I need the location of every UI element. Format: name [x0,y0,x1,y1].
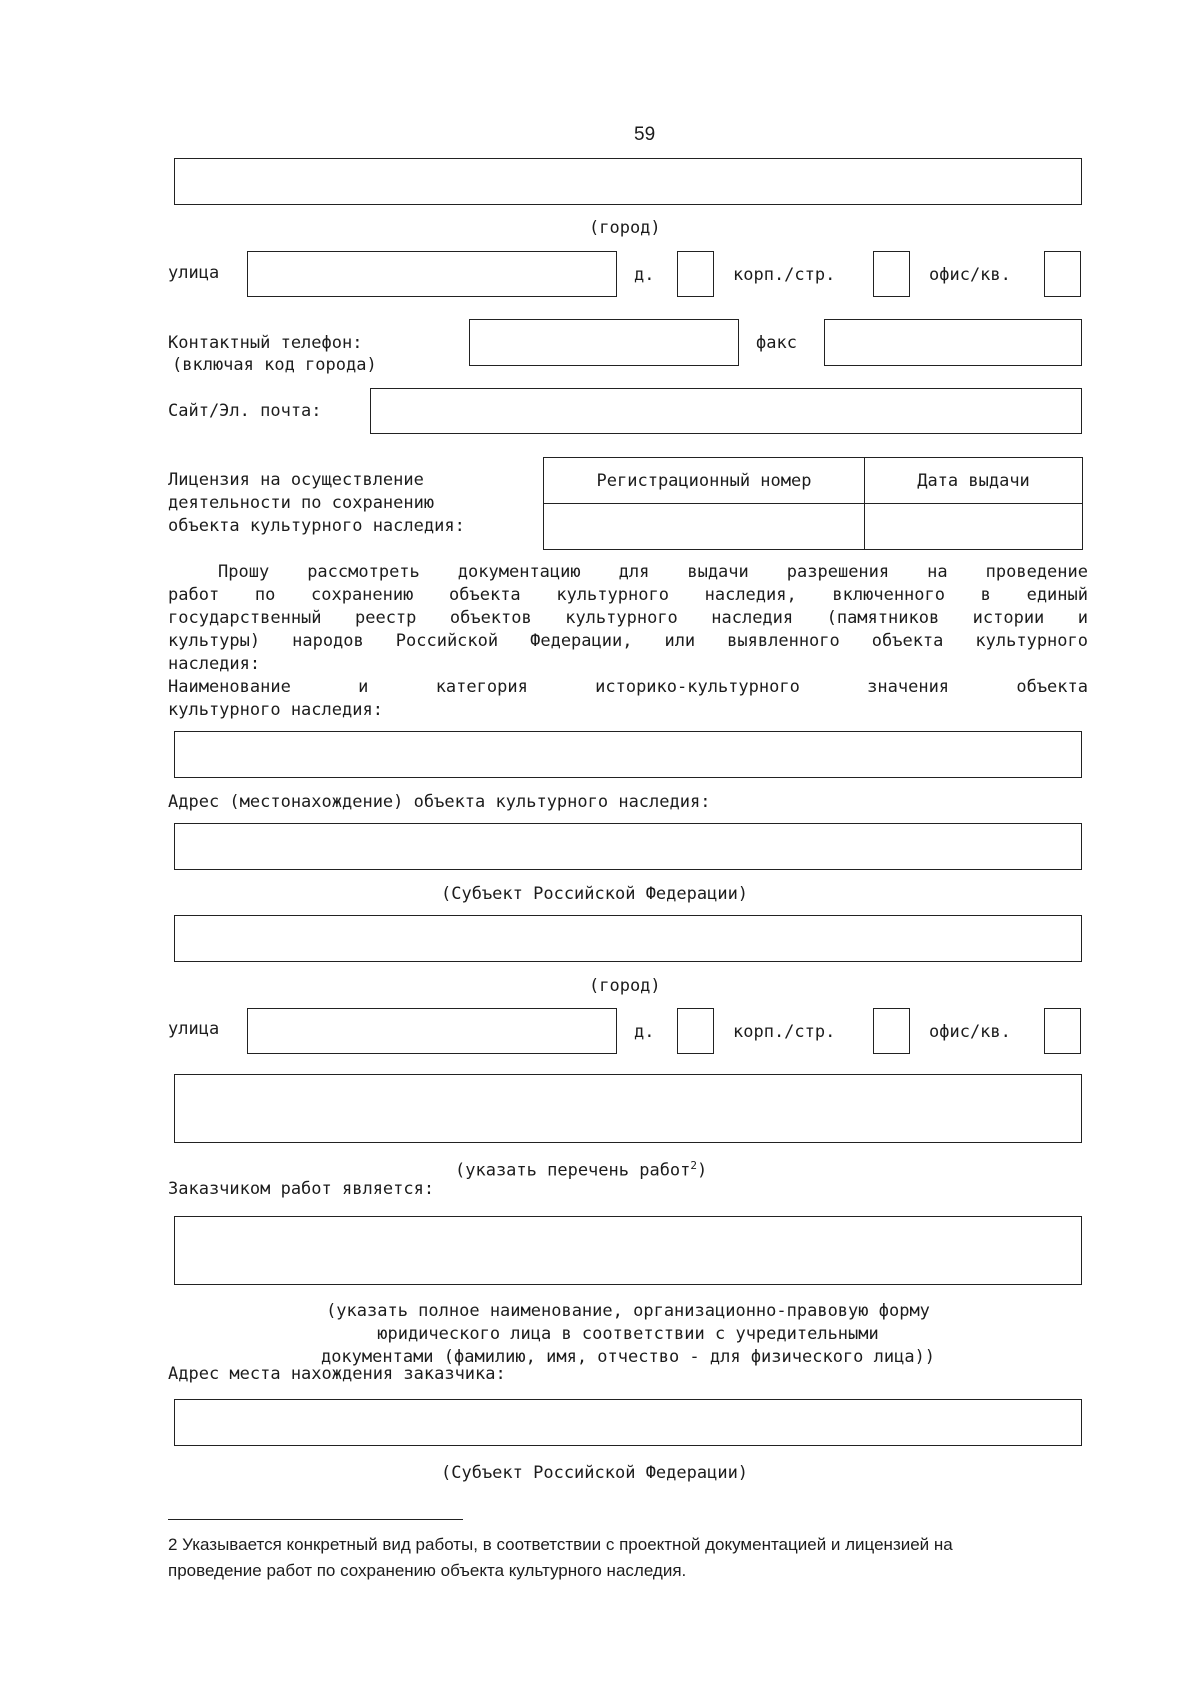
footnote [168,1532,1068,1584]
house-label-2: д. [634,1022,655,1042]
city-caption-2: (город) [589,976,661,996]
object-name-input[interactable] [174,731,1082,778]
object-name-label-line1: Наименование и категория историко-культурного значения объекта [168,677,1088,697]
object-subject-rf-input[interactable] [174,823,1082,870]
license-label-line2: деятельности по сохранению [168,493,435,513]
street-input-1[interactable] [247,251,617,297]
building-label-2: корп./стр. [733,1022,836,1042]
subject-rf-caption-2: (Субъект Российской Федерации) [441,1463,749,1483]
license-label-line3: объекта культурного наследия: [168,516,465,536]
object-address-label: Адрес (местонахождение) объекта культурного наследия: [168,792,711,812]
site-email-input[interactable] [370,388,1082,434]
subject-rf-caption-1: (Субъект Российской Федерации) [441,884,749,904]
house-label-1: д. [634,265,655,285]
customer-input[interactable] [174,1216,1082,1285]
building-input-1[interactable] [873,251,910,297]
office-input-1[interactable] [1044,251,1081,297]
fax-label: факс [756,333,797,353]
footnote-line1: 2 Указывается конкретный вид работы, в соответствии с проектной документацией и лицензией на [168,1535,953,1554]
request-line-1: Прошу рассмотреть документацию для выдачи разрешения на проведение [218,562,1088,582]
request-line-3: государственный реестр объектов культурного наследия (памятников истории и [168,608,1088,628]
footnote-divider [168,1519,463,1520]
fax-input[interactable] [824,319,1082,366]
customer-address-label: Адрес места нахождения заказчика: [168,1364,506,1384]
footnote-ref: 2 [690,1159,698,1172]
city-input-2[interactable] [174,915,1082,962]
house-input-1[interactable] [677,251,714,297]
customer-note-line3: документами (фамилию, имя, отчество - для физического лица)) [320,1347,936,1367]
footnote-line2: проведение работ по сохранению объекта культурного наследия. [168,1561,687,1580]
license-col-issue-date: Дата выдачи [865,458,1083,504]
building-input-2[interactable] [873,1008,910,1054]
customer-subject-rf-input[interactable] [174,1399,1082,1446]
office-input-2[interactable] [1044,1008,1081,1054]
customer-note-line1: (указать полное наименование, организационно-правовую форму [326,1301,930,1321]
license-reg-number-input[interactable] [544,504,865,550]
license-issue-date-input[interactable] [865,504,1083,550]
license-col-reg-number: Регистрационный номер [544,458,865,504]
site-email-label: Сайт/Эл. почта: [168,401,322,421]
street-label-1: улица [168,263,220,283]
license-table [543,457,1083,550]
house-input-2[interactable] [677,1008,714,1054]
customer-label: Заказчиком работ является: [168,1179,435,1199]
city-input-1[interactable] [174,158,1082,205]
request-line-5: наследия: [168,654,261,674]
phone-label-note: (включая код города) [172,355,377,375]
street-input-2[interactable] [247,1008,617,1054]
request-line-4: культуры) народов Российской Федерации, или выявленного объекта культурного [168,631,1088,651]
works-list-input[interactable] [174,1074,1082,1143]
works-list-caption: (указать перечень работ$^2$) [455,1159,708,1181]
object-name-label-line2: культурного наследия: [168,700,383,720]
office-label-1: офис/кв. [929,265,1011,285]
page-number: 59 [634,124,656,145]
city-caption-1: (город) [589,218,661,238]
street-label-2: улица [168,1019,220,1039]
office-label-2: офис/кв. [929,1022,1011,1042]
request-line-2: работ по сохранению объекта культурного наследия, включенного в единый [168,585,1088,605]
customer-note-line2: юридического лица в соответствии с учредительными [377,1324,879,1344]
phone-label: Контактный телефон: [168,333,363,353]
license-label-line1: Лицензия на осуществление [168,470,424,490]
building-label-1: корп./стр. [733,265,836,285]
phone-input[interactable] [469,319,739,366]
